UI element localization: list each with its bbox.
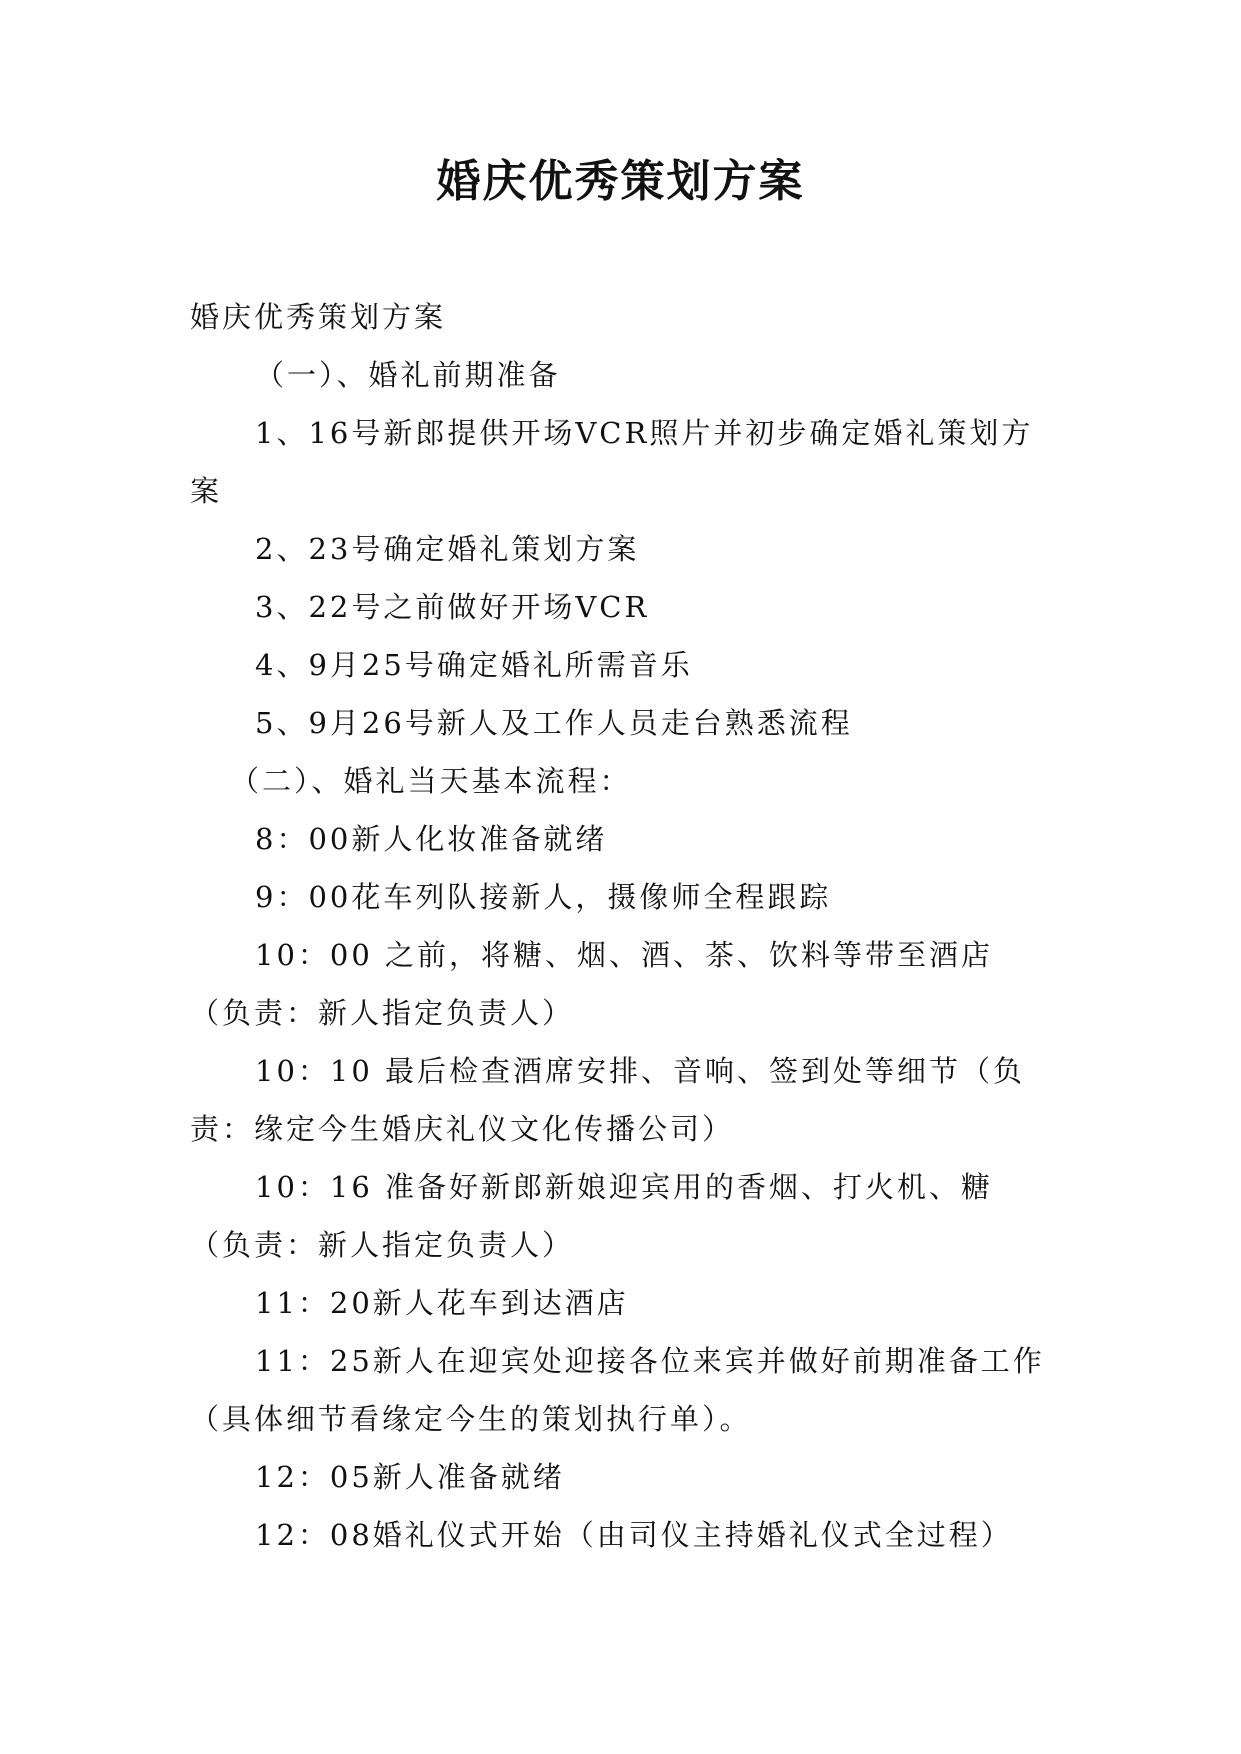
paragraph-time-1120: 11：20新人花车到达酒店 bbox=[255, 1286, 629, 1320]
paragraph-time-1000: 10：00 之前，将糖、烟、酒、茶、饮料等带至酒店（负责：新人指定负责人） bbox=[190, 938, 994, 1030]
paragraph-time-0900: 9：00花车列队接新人，摄像师全程跟踪 bbox=[255, 880, 832, 914]
paragraph-section-one: （一）、婚礼前期准备 bbox=[255, 358, 561, 392]
paragraph-time-1208: 12：08婚礼仪式开始（由司仪主持婚礼仪式全过程） bbox=[255, 1518, 1013, 1552]
paragraph-item-3: 3、22号之前做好开场VCR bbox=[255, 590, 650, 624]
paragraph-time-1125: 11：25新人在迎宾处迎接各位来宾并做好前期准备工作（具体细节看缘定今生的策划执行单）。 bbox=[190, 1344, 1045, 1436]
paragraph-item-2: 2、23号确定婚礼策划方案 bbox=[255, 532, 640, 566]
paragraph-time-1010: 10：10 最后检查酒席安排、音响、签到处等细节（负责：缘定今生婚庆礼仪文化传播公司） bbox=[190, 1054, 1026, 1146]
paragraph-item-4: 4、9月25号确定婚礼所需音乐 bbox=[255, 648, 693, 682]
document-title: 婚庆优秀策划方案 bbox=[436, 156, 805, 207]
paragraph-section-two: （二）、婚礼当天基本流程： bbox=[230, 764, 632, 798]
paragraph-heading: 婚庆优秀策划方案 bbox=[190, 300, 447, 334]
paragraph-time-0800: 8：00新人化妆准备就绪 bbox=[255, 822, 608, 856]
paragraph-time-1205: 12：05新人准备就绪 bbox=[255, 1460, 565, 1494]
document-body bbox=[190, 288, 1052, 1564]
paragraph-time-1016: 10：16 准备好新郎新娘迎宾用的香烟、打火机、糖（负责：新人指定负责人） bbox=[190, 1170, 994, 1262]
paragraph-item-5: 5、9月26号新人及工作人员走台熟悉流程 bbox=[255, 706, 853, 740]
paragraph-item-1: 1、16号新郎提供开场VCR照片并初步确定婚礼策划方案 bbox=[190, 416, 1034, 508]
